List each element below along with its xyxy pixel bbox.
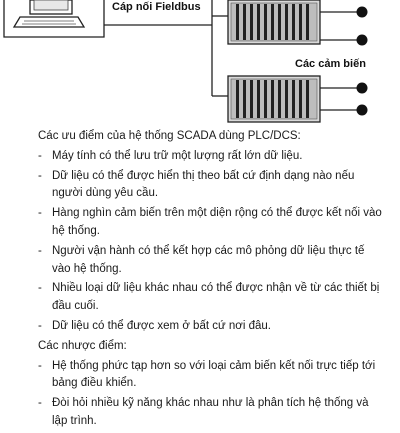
- list-item: - Người vận hành có thể kết hợp các mô phỏng dữ liệu thực tế vào hệ thống.: [38, 244, 365, 275]
- dash-bullet: -: [38, 244, 42, 257]
- dash-bullet: -: [38, 319, 42, 332]
- sensor-node: [357, 105, 368, 116]
- dash-bullet: -: [38, 359, 42, 372]
- sensor-node: [357, 83, 368, 94]
- list-item: - Dữ liệu có thể được hiển thị theo bất cứ định dạng nào nếu người dùng yêu cầu.: [38, 169, 355, 200]
- dash-bullet: -: [38, 207, 42, 220]
- sensor-node: [357, 7, 368, 18]
- list-item: - Dữ liệu có thể được xem ở bất cứ nơi đâu.: [38, 318, 386, 336]
- sensors-label: Các cảm biến: [295, 58, 366, 70]
- sensor-node: [357, 35, 368, 46]
- dash-bullet: -: [38, 169, 42, 182]
- computer-icon: [14, 0, 84, 27]
- advantages-list: [38, 148, 386, 336]
- list-item: - Đòi hỏi nhiều kỹ năng khác nhau như là phân tích hệ thống và lập trình.: [38, 397, 369, 427]
- list-item: - Hàng nghìn cảm biến trên một diện rộng có thể được kết nối vào hệ thống.: [38, 207, 382, 237]
- io-rack-upper: [228, 0, 320, 44]
- dash-bullet: -: [38, 397, 42, 410]
- fieldbus-cable: [104, 0, 228, 96]
- list-item: - Hệ thống phức tạp hơn so với loại cảm biến kết nối trực tiếp tới bảng điều khiển.: [38, 359, 376, 390]
- fieldbus-label: Cáp nối Fieldbus: [112, 1, 201, 13]
- dash-bullet: -: [38, 149, 42, 162]
- body-text: [38, 128, 386, 433]
- dash-bullet: -: [38, 282, 42, 295]
- disadvantages-list: [38, 358, 386, 431]
- io-rack-lower: [228, 76, 320, 122]
- list-item: - Nhiều loại dữ liệu khác nhau có thể được nhận về từ các thiết bị đầu cuối.: [38, 282, 380, 313]
- advantages-intro: Các ưu điểm của hệ thống SCADA dùng PLC/DCS:: [38, 130, 301, 142]
- list-item: - Máy tính có thể lưu trữ một lượng rất lớn dữ liệu.: [38, 148, 386, 166]
- disadvantages-heading: Các nhược điểm:: [38, 339, 127, 352]
- scada-diagram: [0, 0, 400, 125]
